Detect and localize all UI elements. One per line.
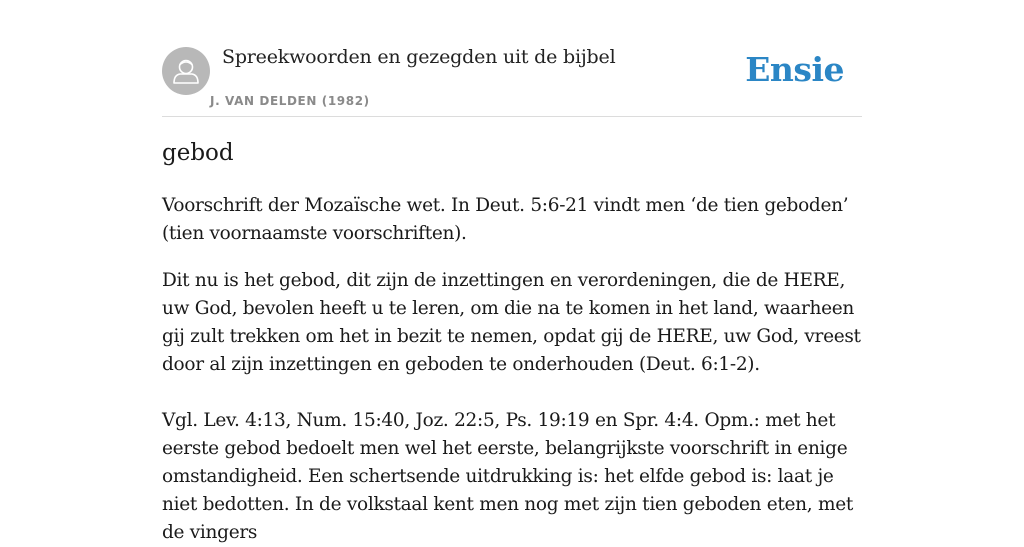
book-author: J. VAN DELDEN (1982) <box>210 94 370 108</box>
page-container <box>162 0 862 543</box>
entry-paragraph-definition: Voorschrift der Mozaïsche wet. In Deut. 5:6-21 vindt men ‘de tien geboden’ (tien voornaamste voorschriften). <box>162 195 849 244</box>
entry-paragraph-references: Vgl. Lev. 4:13, Num. 15:40, Joz. 22:5, Ps. 19:19 en Spr. 4:4. Opm.: met het eerste gebod bedoelt men wel het eerste, belangrijkste voorschrift in enige omstandigheid. Een schertsende uitdrukking is: het elfde gebod is: laat je niet bedotten. In de volkstaal kent men nog met zijn tien geboden eten, met de vingers <box>162 410 853 543</box>
entry-paragraph-quote: Dit nu is het gebod, dit zijn de inzettingen en verordeningen, die de HERE, uw God, bevolen heeft u te leren, om die na te komen in het land, waarheen gij zult trekken om het in bezit te nemen, opdat gij de HERE, uw God, vreest door al zijn inzettingen en geboden te onderhouden (Deut. 6:1-2). <box>162 270 861 375</box>
entry-body <box>162 192 862 547</box>
entry-title: gebod <box>162 140 234 166</box>
source-header <box>162 0 862 117</box>
brand-logo[interactable]: Ensie <box>745 50 844 89</box>
book-title[interactable]: Spreekwoorden en gezegden uit de bijbel <box>222 46 616 68</box>
user-placeholder-icon <box>162 47 210 95</box>
avatar <box>162 47 210 95</box>
